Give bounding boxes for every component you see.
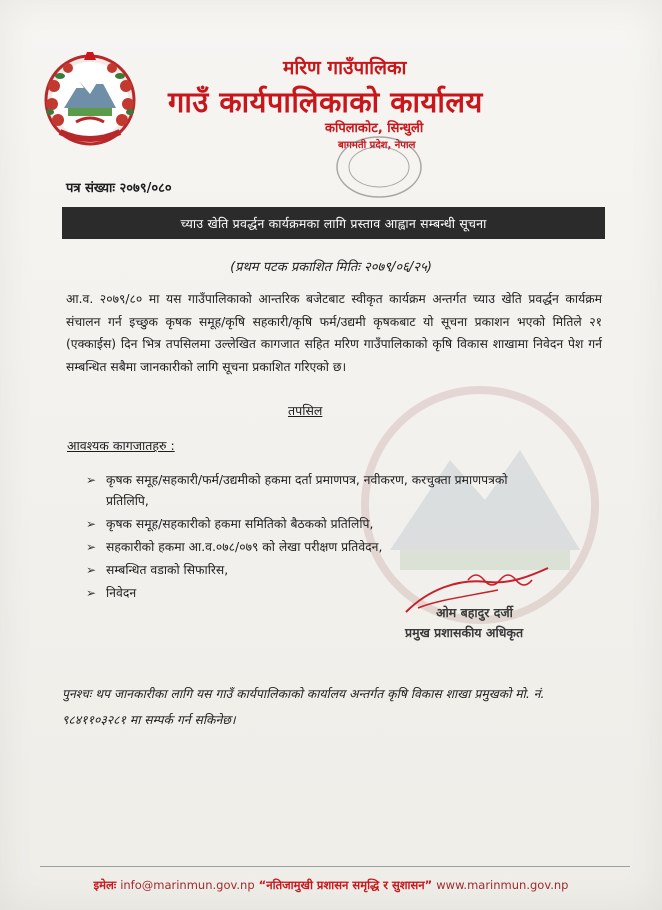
notice-title: च्याउ खेति प्रवर्द्धन कार्यक्रमका लागि प्रस्ताव आह्वान सम्बन्धी सूचना	[180, 215, 487, 231]
signatory-name: ओम बहादुर दर्जी	[436, 605, 513, 620]
footer-email[interactable]: info@marinmun.gov.np	[120, 878, 255, 892]
footer-slogan: “नतिजामुखी प्रशासन समृद्धि र सुशासन”	[258, 878, 433, 892]
postscript: पुनश्चः थप जानकारीका लागि यस गाउँ कार्यपालिकाको कार्यालय अन्तर्गत कृषि विकास शाखा प्रमुखको मो. नं. ९८४११०३२८१ मा सम्पर्क गर्न सकिनेछ।	[62, 687, 545, 727]
arrow-bullet-icon: ➢	[86, 563, 97, 577]
arrow-bullet-icon: ➢	[86, 540, 97, 554]
office-stamp-icon	[330, 132, 428, 202]
arrow-bullet-icon: ➢	[86, 586, 97, 600]
list-item: ➢ निवेदन	[84, 583, 554, 604]
arrow-bullet-icon: ➢	[86, 517, 97, 531]
required-documents-heading: आवश्यक कागजातहरु :	[67, 438, 175, 453]
footer	[0, 878, 662, 893]
municipality-name: मरिण गाउँपालिका	[283, 57, 407, 79]
footer-website[interactable]: www.marinmun.gov.np	[436, 878, 569, 892]
list-item: ➢ कृषक समूह/सहकारीको हकमा समितिको बैठकको प्रतिलिपि,	[84, 514, 554, 535]
office-name: गाउँ कार्यपालिकाको कार्यालय	[168, 85, 483, 119]
publication-date: (प्रथम पटक प्रकाशित मितिः २०७९/०६/२५)	[230, 260, 432, 275]
notice-title-bar	[62, 207, 605, 239]
footer-email-label: इमेलः	[93, 878, 117, 892]
reference-number: पत्र संख्याः २०७९/०८०	[66, 181, 172, 196]
tapasil-heading: तपसिल	[288, 403, 323, 418]
list-item: ➢ सम्बन्धित वडाको सिफारिस,	[84, 560, 554, 581]
arrow-bullet-icon: ➢	[86, 473, 97, 487]
footer-divider	[40, 866, 630, 867]
list-item: ➢ कृषक समूह/सहकारी/फर्म/उद्यमीको हकमा दर्ता प्रमाणपत्र, नवीकरण, करचुक्ता प्रमाणपत्रको प्रतिलिपि,	[84, 470, 554, 512]
list-item: ➢ सहकारीको हकमा आ.व.०७८/०७९ को लेखा परीक्षण प्रतिवेदन,	[84, 537, 554, 558]
province-name: बागमती प्रदेश, नेपाल	[338, 140, 416, 151]
nepal-emblem-icon	[38, 46, 142, 150]
notice-body: आ.व. २०७९/८० मा यस गाउँपालिकाको आन्तरिक बजेटबाट स्वीकृत कार्यक्रम अन्तर्गत च्याउ खेति प्रवर्द्धन कार्यक्रम संचालन गर्न इच्छुक कृषक समूह/कृषि सहकारी/कृषि फर्म/उद्यमी कृषकबाट यो सूचना प्रकाशन भएको मितिले २१ (एक्काईस) दिन भित्र तपसिलमा उल्लेखित कागजात सहित मरिण गाउँपालिकाको कृषि विकास शाखामा निवेदन पेश गर्न सम्बन्धित सबैमा जानकारीको लागि सूचना प्रकाशित गरिएको छ।	[66, 292, 602, 374]
signatory-title: प्रमुख प्रशासकीय अधिकृत	[405, 625, 524, 640]
office-address: कपिलाकोट, सिन्धुली	[325, 121, 424, 136]
